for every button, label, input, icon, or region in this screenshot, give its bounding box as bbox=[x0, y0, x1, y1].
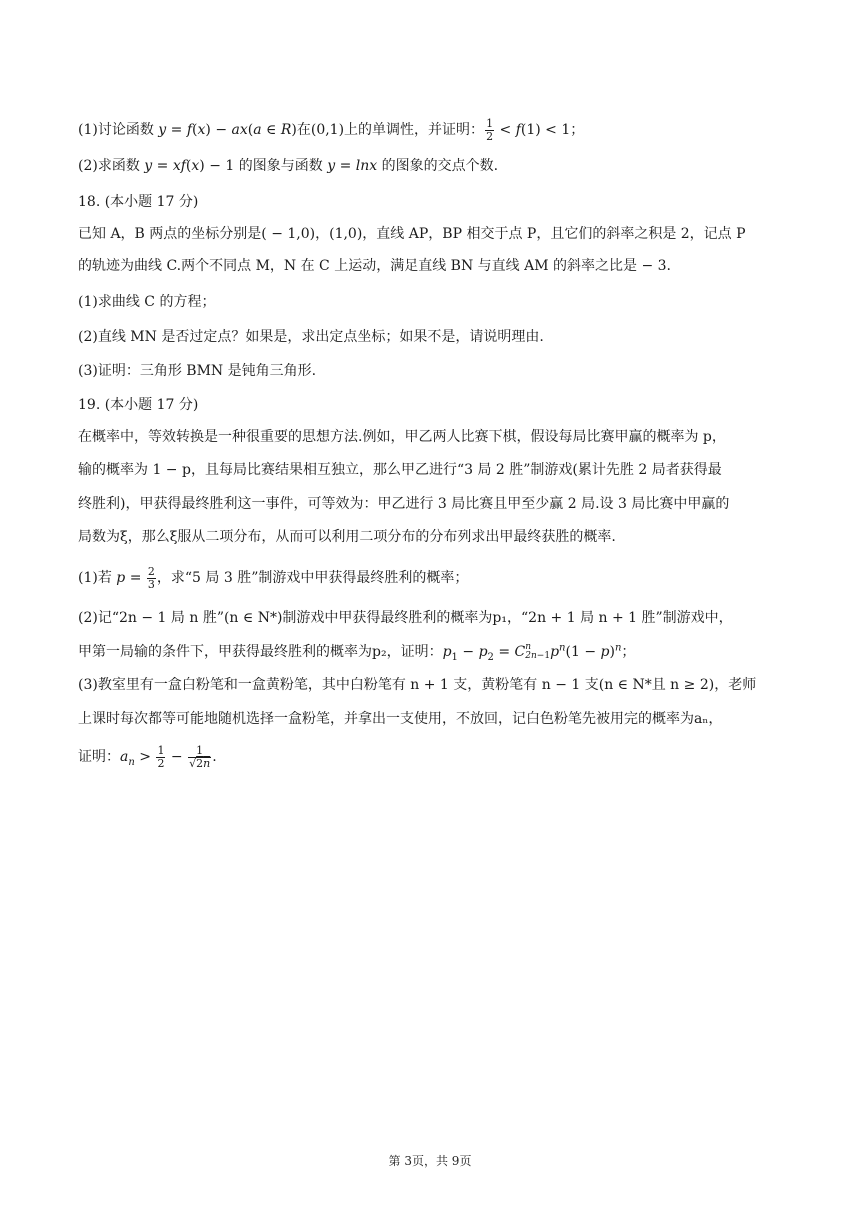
q19-para-line2: 输的概率为 1 − p，且每局比赛结果相互独立，那么甲乙进行“3 局 2 胜”制游戏(累计先胜 2 局者获得最 bbox=[78, 462, 722, 478]
q18-sub2: (2)直线 MN 是否过定点？如果是，求出定点坐标；如果不是，请说明理由. bbox=[78, 329, 544, 345]
q19-sub2-line1: (2)记“2n − 1 局 n 胜”(n ∈ N*)制游戏中甲获得最终胜利的概率为p₁，“2n + 1 局 n + 1 胜”制游戏中， bbox=[78, 610, 733, 626]
q19-sub2-line2: 甲第一局输的条件下，甲获得最终胜利的概率为p₂，证明：$p_1 - p_2 = C$ n 2n−1 $p^n(1 - p)^n$； bbox=[78, 642, 636, 663]
fraction-half-2: $\frac{1}{2}$ bbox=[157, 744, 165, 770]
fraction-half: $\frac{1}{2}$ bbox=[486, 117, 494, 143]
page-footer: 第 3页，共 9页 bbox=[388, 1154, 472, 1168]
q19-sub3-line1: (3)教室里有一盒白粉笔和一盒黄粉笔，其中白粉笔有 n + 1 支，黄粉笔有 n − 1 支(n ∈ N*且 n ≥ 2)，老师 bbox=[78, 677, 757, 693]
q19-sub3-line3: 证明：$a_n$ > $\frac{1}{2}$ − $\frac{1}{√2n}$ . bbox=[78, 744, 217, 770]
q19-para-line4: 局数为ξ，那么ξ服从二项分布，从而可以利用二项分布的分布列求出甲最终获胜的概率. bbox=[78, 529, 616, 545]
q19-para-line3: 终胜利)，甲获得最终胜利这一事件，可等效为：甲乙进行 3 局比赛且甲至少赢 2 局.设 3 局比赛中甲赢的 bbox=[78, 496, 730, 512]
q18-header: 18. (本小题 17 分) bbox=[78, 194, 199, 210]
q17-part1: (1)讨论函数 y = f(x) − ax(a ∈ R)在(0,1)上的单调性，并证明： $\frac{1}{2}$ < f(1) < 1； bbox=[78, 117, 585, 143]
fraction-inverse-sqrt: $\frac{1}{√2n}$ bbox=[189, 744, 211, 770]
q18-para-line1: 已知 A，B 两点的坐标分别是( − 1,0)，(1,0)，直线 AP，BP 相交于点 P，且它们的斜率之积是 2，记点 P bbox=[78, 226, 746, 242]
q19-sub1: (1)若 p = $\frac{2}{3}$ ，求“5 局 3 胜”制游戏中甲获得最终胜利的概率； bbox=[78, 565, 469, 591]
q19-sub3-line2: 上课时每次都等可能地随机选择一盒粉笔，并拿出一支使用，不放回，记白色粉笔先被用完的概率为aₙ， bbox=[78, 711, 723, 727]
fraction-two-thirds: $\frac{2}{3}$ bbox=[147, 565, 155, 591]
q19-para-line1: 在概率中，等效转换是一种很重要的思想方法.例如，甲乙两人比赛下棋，假设每局比赛甲赢的概率为 p， bbox=[78, 429, 726, 445]
q18-sub3: (3)证明：三角形 BMN 是钝角三角形. bbox=[78, 363, 317, 379]
q17-part2: (2)求函数 y = xf(x) − 1 的图象与函数 y = lnx 的图象的交点个数. bbox=[78, 158, 499, 174]
q19-header: 19. (本小题 17 分) bbox=[78, 397, 199, 413]
q18-sub1: (1)求曲线 C 的方程； bbox=[78, 294, 216, 310]
q18-para-line2: 的轨迹为曲线 C.两个不同点 M，N 在 C 上运动，满足直线 BN 与直线 AM 的斜率之比是 − 3. bbox=[78, 258, 671, 274]
